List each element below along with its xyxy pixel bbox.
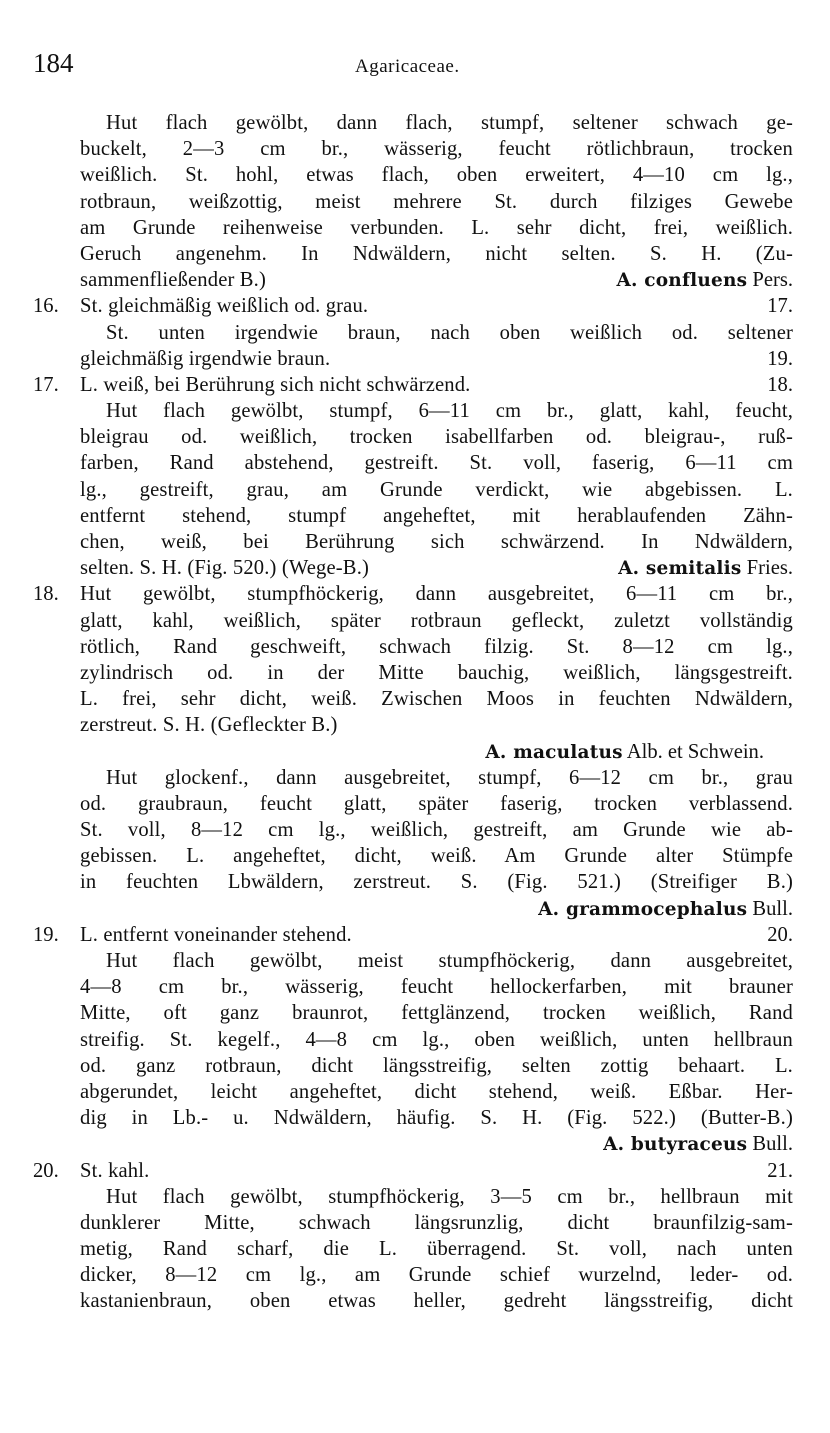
text-line — [0, 424, 830, 450]
line-text: chen, weiß, bei Berührung sich schwärzend. In Ndwäldern, — [80, 531, 793, 553]
text-line — [0, 189, 830, 215]
text-line — [0, 791, 830, 817]
text-line — [0, 293, 830, 319]
line-text: Hut glockenf., dann ausgebreitet, stumpf, 6—12 cm br., grau — [106, 766, 793, 789]
page-body — [0, 110, 830, 1315]
line-text: kastanienbraun, oben etwas heller, gedreht längsstreifig, dicht — [80, 1290, 793, 1313]
key-reference: 19. — [767, 347, 793, 370]
line-text: in feuchten Lbwäldern, zerstreut. S. (Fig. 521.) (Streifiger B.) — [80, 871, 793, 894]
text-line — [0, 110, 830, 136]
line-text: selten. S. H. (Fig. 520.) (Wege-B.) — [80, 557, 369, 580]
running-title: Agaricaceae. — [355, 56, 460, 77]
line-text: Mitte, oft ganz braunrot, fettglänzend, trocken weißlich, Rand — [80, 1002, 793, 1025]
text-line — [0, 765, 830, 791]
text-line — [0, 320, 830, 346]
key-number: 20. — [33, 1159, 59, 1182]
line-text: bleigrau od. weißlich, trocken isabellfarben od. bleigrau-, ruß- — [80, 426, 793, 449]
key-number: 17. — [33, 373, 59, 396]
line-text: buckelt, 2—3 cm br., wässerig, feucht rötlichbraun, trocken — [80, 138, 793, 161]
text-line — [0, 346, 830, 372]
text-line — [0, 1158, 830, 1184]
text-line — [0, 1288, 830, 1314]
text-line — [0, 1210, 830, 1236]
line-text: St. kahl. — [80, 1159, 150, 1182]
text-line — [0, 215, 830, 241]
species-name: A. butyraceus Bull. — [603, 1133, 793, 1156]
species-name: A. maculatus Alb. et Schwein. — [485, 740, 764, 763]
line-text: weißlich. St. hohl, etwas flach, oben erweitert, 4—10 cm lg., — [80, 164, 793, 187]
line-text: streifig. St. kegelf., 4—8 cm lg., oben weißlich, unten hellbraun — [80, 1028, 793, 1051]
line-text: Geruch angenehm. In Ndwäldern, nicht selten. S. H. (Zu- — [80, 242, 793, 265]
text-line — [0, 503, 830, 529]
line-text: Hut flach gewölbt, meist stumpfhöckerig, dann ausgebreitet, — [106, 950, 793, 972]
key-number: 16. — [33, 295, 59, 318]
text-line — [0, 896, 830, 922]
text-line — [0, 843, 830, 869]
text-line — [0, 948, 830, 974]
text-line — [0, 372, 830, 398]
text-line — [0, 1027, 830, 1053]
text-line — [0, 1079, 830, 1105]
key-reference: 17. — [767, 295, 793, 318]
line-text: St. gleichmäßig weißlich od. grau. — [80, 295, 369, 318]
key-reference: 20. — [767, 923, 793, 946]
text-line — [0, 136, 830, 162]
line-text: L. entfernt voneinander stehend. — [80, 923, 352, 946]
line-text: farben, Rand abstehend, gestreift. St. voll, faserig, 6—11 cm — [80, 452, 793, 475]
key-reference: 18. — [767, 373, 793, 396]
text-line — [0, 1105, 830, 1131]
line-text: dicker, 8—12 cm lg., am Grunde schief wurzelnd, leder- od. — [80, 1264, 793, 1287]
text-line — [0, 974, 830, 1000]
species-name: A. confluens Pers. — [616, 269, 793, 292]
line-text: od. ganz rotbraun, dicht längsstreifig, selten zottig behaart. L. — [80, 1054, 793, 1077]
key-number: 18. — [33, 583, 59, 606]
text-line — [0, 581, 830, 607]
line-text: rotbraun, weißzottig, meist mehrere St. durch filziges Gewebe — [80, 190, 793, 213]
line-text: gleichmäßig irgendwie braun. — [80, 347, 331, 370]
key-reference: 21. — [767, 1159, 793, 1182]
text-line — [0, 529, 830, 555]
line-text: L. frei, sehr dicht, weiß. Zwischen Moos in feuchten Ndwäldern, — [80, 688, 793, 711]
text-line — [0, 712, 830, 738]
text-line — [0, 241, 830, 267]
text-line — [0, 1236, 830, 1262]
species-name: A. semitalis Fries. — [618, 557, 793, 580]
line-text: rötlich, Rand geschweift, schwach filzig. St. 8—12 cm lg., — [80, 635, 793, 658]
line-text: 4—8 cm br., wässerig, feucht hellockerfarben, mit brauner — [80, 976, 793, 999]
line-text: od. graubraun, feucht glatt, später faserig, trocken verblassend. — [80, 792, 793, 815]
line-text: gebissen. L. angeheftet, dicht, weiß. Am Grunde alter Stümpfe — [80, 845, 793, 868]
line-text: Hut flach gewölbt, dann flach, stumpf, seltener schwach ge- — [106, 112, 793, 134]
line-text: metig, Rand scharf, die L. überragend. St. voll, nach unten — [80, 1238, 793, 1261]
text-line — [0, 869, 830, 895]
page-number: 184 — [33, 48, 74, 78]
text-line — [0, 1000, 830, 1026]
line-text: dig in Lb.- u. Ndwäldern, häufig. S. H. (Fig. 522.) (Butter-B.) — [80, 1107, 793, 1130]
line-text: Hut flach gewölbt, stumpf, 6—11 cm br., glatt, kahl, feucht, — [106, 400, 793, 423]
text-line — [0, 450, 830, 476]
text-line — [0, 608, 830, 634]
line-text: entfernt stehend, stumpf angeheftet, mit herablaufenden Zähn- — [80, 504, 793, 527]
line-text: zerstreut. S. H. (Gefleckter B.) — [80, 714, 338, 737]
key-number: 19. — [33, 923, 59, 946]
line-text: abgerundet, leicht angeheftet, dicht stehend, weiß. Eßbar. Her- — [80, 1080, 793, 1103]
species-name: A. grammocephalus Bull. — [538, 897, 793, 920]
line-text: St. unten irgendwie braun, nach oben weißlich od. seltener — [106, 321, 793, 344]
text-line — [0, 817, 830, 843]
line-text: sammenfließender B.) — [80, 269, 266, 292]
line-text: zylindrisch od. in der Mitte bauchig, weißlich, längsgestreift. — [80, 661, 793, 684]
line-text: L. weiß, bei Berührung sich nicht schwärzend. — [80, 373, 471, 396]
text-line — [0, 686, 830, 712]
text-line — [0, 555, 830, 581]
line-text: dunklerer Mitte, schwach längsrunzlig, dicht braunfilzig-sam- — [80, 1211, 793, 1234]
line-text: lg., gestreift, grau, am Grunde verdickt, wie abgebissen. L. — [80, 478, 793, 501]
text-line — [0, 922, 830, 948]
line-text: Hut flach gewölbt, stumpfhöckerig, 3—5 cm br., hellbraun mit — [106, 1185, 793, 1208]
text-line — [0, 398, 830, 424]
line-text: St. voll, 8—12 cm lg., weißlich, gestreift, am Grunde wie ab- — [80, 819, 793, 842]
text-line — [0, 1053, 830, 1079]
text-line — [0, 660, 830, 686]
text-line — [0, 1184, 830, 1210]
page-header — [33, 48, 793, 78]
text-line — [0, 162, 830, 188]
line-text: am Grunde reihenweise verbunden. L. sehr dicht, frei, weißlich. — [80, 216, 793, 239]
text-line — [0, 1262, 830, 1288]
line-text: Hut gewölbt, stumpfhöckerig, dann ausgebreitet, 6—11 cm br., — [80, 583, 793, 606]
text-line — [0, 739, 830, 765]
text-line — [0, 267, 830, 293]
text-line — [0, 1131, 830, 1157]
text-line — [0, 634, 830, 660]
text-line — [0, 477, 830, 503]
line-text: glatt, kahl, weißlich, später rotbraun gefleckt, zuletzt vollständig — [80, 609, 793, 632]
